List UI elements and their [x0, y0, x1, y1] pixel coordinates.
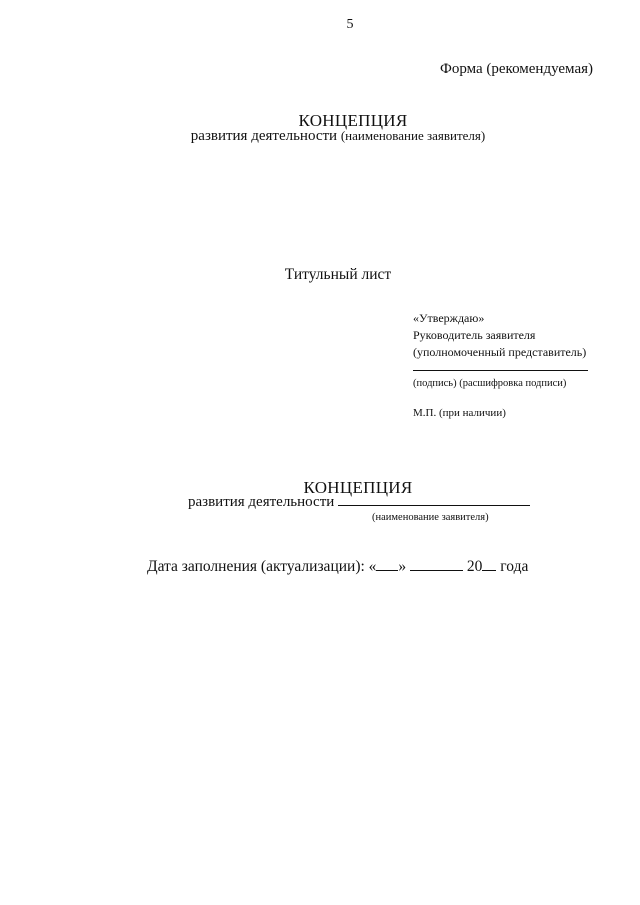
fill-date-line [147, 558, 528, 576]
applicant-caption: (наименование заявителя) [372, 512, 489, 523]
month-field[interactable] [410, 569, 463, 571]
subtitle-main: развития деятельности [190, 128, 338, 144]
representative-text: (уполномоченный представитель) [413, 345, 587, 359]
approve-text: «Утверждаю» [413, 311, 485, 325]
day-field[interactable] [376, 569, 398, 571]
document-subtitle [0, 128, 640, 145]
fill-date-label: Дата заполнения (актуализации): [147, 558, 365, 575]
subtitle-note: (наименование заявителя) [340, 128, 486, 143]
signature-caption: (подпись) (расшифровка подписи) [413, 378, 567, 389]
concept-title: КОНЦЕПЦИЯ [303, 478, 413, 497]
signature-line[interactable] [413, 370, 588, 371]
document-title: КОНЦЕПЦИЯ [298, 111, 408, 130]
century-text: 20 [466, 558, 483, 575]
title-sheet-heading: Титульный лист [284, 266, 392, 283]
head-text: Руководитель заявителя [413, 328, 536, 342]
activity-line [188, 494, 530, 511]
applicant-name-field[interactable] [338, 504, 530, 506]
approval-block [413, 310, 588, 422]
page-number: 5 [346, 17, 354, 32]
year-word: года [500, 558, 529, 575]
open-quote: « [368, 558, 377, 575]
form-label: Форма (рекомендуемая) [439, 61, 593, 77]
year-field[interactable] [482, 569, 496, 571]
activity-label: развития деятельности [188, 494, 335, 510]
stamp-text: М.П. (при наличии) [413, 407, 506, 419]
close-quote: » [398, 558, 407, 575]
